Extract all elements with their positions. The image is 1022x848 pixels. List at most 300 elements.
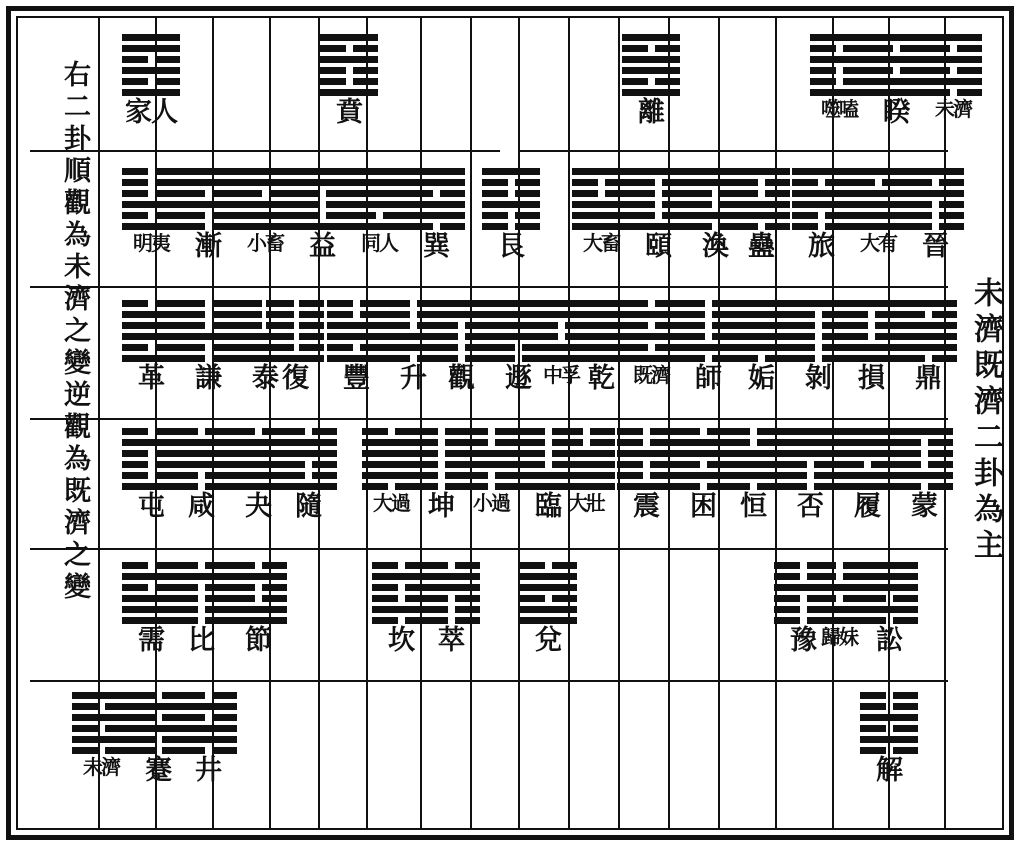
yang-line — [792, 190, 850, 197]
yin-line — [172, 483, 230, 490]
yang-line — [279, 483, 337, 490]
hexagram-name: 歸妹 — [821, 625, 857, 649]
yang-line — [860, 573, 918, 580]
yin-line — [860, 617, 918, 624]
hexagram-name: 蹇 — [145, 755, 171, 786]
row-rule — [30, 150, 500, 152]
yin-line — [860, 725, 918, 732]
hexagram-figure — [629, 168, 687, 230]
yang-line — [482, 201, 540, 208]
yin-line — [724, 439, 782, 446]
yin-line — [122, 300, 180, 307]
yin-line — [172, 606, 230, 613]
hexagram-figure — [229, 562, 287, 624]
yang-line — [557, 450, 615, 457]
yin-line — [422, 606, 480, 613]
yang-line — [792, 201, 850, 208]
hexagram-figure — [320, 34, 378, 96]
yang-line — [327, 322, 385, 329]
yang-line — [849, 190, 907, 197]
hexagram-name: 噬嗑 — [821, 97, 857, 121]
yin-line — [422, 562, 480, 569]
hexagram-name: 大有 — [860, 231, 896, 255]
yin-line — [482, 212, 540, 219]
hexagram-name: 震 — [633, 491, 659, 522]
hexagram-cell — [808, 34, 870, 119]
column-rule — [470, 18, 472, 830]
yin-line — [122, 344, 180, 351]
hexagram-name: 井 — [195, 755, 221, 786]
yin-line — [179, 692, 237, 699]
hexagram-figure — [172, 562, 230, 624]
hexagram-name: 益 — [309, 231, 335, 262]
yang-line — [407, 179, 465, 186]
hexagram-cell — [120, 34, 182, 126]
yin-line — [679, 355, 737, 362]
yin-line — [229, 584, 287, 591]
hexagram-figure — [724, 428, 782, 490]
hexagram-name: 觀 — [448, 363, 474, 394]
yang-line — [838, 428, 896, 435]
hexagram-name: 乾 — [588, 363, 614, 394]
yang-line — [293, 223, 351, 230]
hexagram-cell — [234, 168, 296, 253]
yin-line — [422, 595, 480, 602]
yin-line — [122, 190, 180, 197]
yin-line — [792, 212, 850, 219]
yin-line — [789, 322, 847, 329]
yin-line — [293, 212, 351, 219]
yin-line — [732, 355, 790, 362]
yang-line — [122, 223, 180, 230]
hexagram-cell — [318, 34, 380, 126]
hexagram-name: 損 — [858, 363, 884, 394]
yin-line — [724, 428, 782, 435]
yin-line — [179, 355, 237, 362]
yang-line — [842, 300, 900, 307]
yang-line — [179, 201, 237, 208]
hexagram-name: 蠱 — [748, 231, 774, 262]
hexagram-name: 未濟 — [935, 97, 971, 121]
yin-line — [860, 703, 918, 710]
hexagram-figure — [422, 562, 480, 624]
yang-line — [867, 89, 925, 96]
yang-line — [236, 179, 294, 186]
yang-line — [519, 573, 577, 580]
hexagram-name: 否 — [797, 491, 823, 522]
hexagram-cell — [858, 692, 920, 784]
yang-line — [867, 34, 925, 41]
yin-line — [732, 223, 790, 230]
yang-line — [860, 714, 918, 721]
hexagram-cell — [730, 300, 792, 392]
hexagram-name: 泰 — [252, 363, 278, 394]
hexagram-name: 剝 — [805, 363, 831, 394]
yin-line — [482, 190, 540, 197]
hexagram-figure — [622, 34, 680, 96]
yang-line — [236, 168, 294, 175]
yang-line — [422, 573, 480, 580]
column-rule — [668, 18, 670, 830]
hexagram-name: 困 — [690, 491, 716, 522]
yang-line — [172, 461, 230, 468]
hexagram-cell — [615, 428, 677, 520]
yang-line — [842, 344, 900, 351]
hexagram-figure — [810, 34, 868, 96]
hexagram-name: 蒙 — [911, 491, 937, 522]
yang-line — [279, 439, 337, 446]
hexagram-cell — [420, 562, 482, 654]
hexagram-name: 咸 — [188, 491, 214, 522]
hexagram-name: 升 — [400, 363, 426, 394]
yang-line — [849, 223, 907, 230]
yin-line — [462, 439, 520, 446]
hexagram-figure — [849, 168, 907, 230]
yin-line — [629, 212, 687, 219]
yang-line — [519, 584, 577, 591]
yin-line — [622, 300, 680, 307]
yin-line — [732, 190, 790, 197]
hexagram-name: 萃 — [438, 625, 464, 656]
yin-line — [617, 461, 675, 468]
yang-line — [122, 311, 180, 318]
yin-line — [622, 78, 680, 85]
yang-line — [320, 89, 378, 96]
hexagram-name: 坤 — [428, 491, 454, 522]
yin-line — [432, 333, 490, 340]
hexagram-name: 離 — [638, 97, 664, 128]
yang-line — [810, 89, 868, 96]
yang-line — [266, 355, 324, 362]
hexagram-name: 比 — [188, 625, 214, 656]
hexagram-cell — [570, 168, 632, 253]
yin-line — [172, 562, 230, 569]
yang-line — [229, 617, 287, 624]
hexagram-figure — [732, 168, 790, 230]
yang-line — [350, 179, 408, 186]
yang-line — [724, 450, 782, 457]
yang-line — [293, 168, 351, 175]
yang-line — [724, 472, 782, 479]
yin-line — [179, 714, 237, 721]
yin-line — [266, 311, 324, 318]
yin-line — [810, 78, 868, 85]
hexagram-name: 謙 — [195, 363, 221, 394]
yang-line — [622, 311, 680, 318]
yang-line — [838, 483, 896, 490]
yang-line — [172, 439, 230, 446]
yang-line — [810, 34, 868, 41]
yin-line — [122, 179, 180, 186]
yin-line — [350, 212, 408, 219]
hexagram-cell — [177, 692, 239, 784]
yin-line — [617, 428, 675, 435]
yin-line — [179, 344, 237, 351]
yin-line — [266, 322, 324, 329]
yang-line — [422, 584, 480, 591]
yang-line — [849, 168, 907, 175]
hexagram-cell — [620, 34, 682, 126]
yang-line — [432, 300, 490, 307]
yin-line — [293, 190, 351, 197]
yang-line — [320, 34, 378, 41]
yin-line — [781, 483, 839, 490]
yang-line — [179, 725, 237, 732]
hexagram-name: 未濟 — [83, 755, 119, 779]
hexagram-figure — [179, 168, 237, 230]
hexagram-name: 家人 — [125, 97, 177, 128]
yin-line — [789, 311, 847, 318]
yang-line — [732, 322, 790, 329]
hexagram-cell — [620, 300, 682, 385]
yin-line — [842, 322, 900, 329]
yin-line — [266, 333, 324, 340]
yin-line — [572, 190, 630, 197]
yang-line — [732, 168, 790, 175]
yang-line — [679, 344, 737, 351]
yang-line — [622, 67, 680, 74]
yin-line — [810, 45, 868, 52]
column-rule — [718, 18, 720, 830]
hexagram-name: 賁 — [336, 97, 362, 128]
yang-line — [622, 56, 680, 63]
yin-line — [842, 311, 900, 318]
yang-line — [122, 322, 180, 329]
yin-line — [679, 333, 737, 340]
hexagram-name: 夬 — [245, 491, 271, 522]
yin-line — [179, 190, 237, 197]
hexagram-figure — [236, 168, 294, 230]
yang-line — [732, 300, 790, 307]
yin-line — [179, 747, 237, 754]
yang-line — [557, 461, 615, 468]
row-rule — [30, 418, 948, 420]
hexagram-name: 豫 — [790, 625, 816, 656]
yin-line — [179, 300, 237, 307]
yang-line — [327, 355, 385, 362]
yang-line — [179, 168, 237, 175]
hexagram-figure — [279, 428, 337, 490]
yang-line — [617, 450, 675, 457]
hexagram-figure — [557, 428, 615, 490]
hexagram-name: 睽 — [883, 97, 909, 128]
yin-line — [266, 300, 324, 307]
column-rule — [568, 18, 570, 830]
hexagram-name: 屯 — [138, 491, 164, 522]
hexagram-figure — [432, 300, 490, 362]
yin-line — [407, 223, 465, 230]
yin-line — [789, 355, 847, 362]
hexagram-figure — [732, 300, 790, 362]
yin-line — [860, 747, 918, 754]
hexagram-name: 臨 — [535, 491, 561, 522]
hexagram-figure — [482, 168, 540, 230]
yang-line — [629, 168, 687, 175]
yin-line — [279, 461, 337, 468]
hexagram-name: 豐 — [343, 363, 369, 394]
row-rule — [518, 150, 948, 152]
hexagram-figure — [860, 692, 918, 754]
yang-line — [572, 201, 630, 208]
hexagram-figure — [293, 168, 351, 230]
hexagram-name: 姤 — [748, 363, 774, 394]
hexagram-name: 中孚 — [543, 363, 579, 387]
yang-line — [732, 201, 790, 208]
yang-line — [482, 168, 540, 175]
yang-line — [172, 573, 230, 580]
hexagram-cell — [836, 428, 898, 520]
yang-line — [229, 606, 287, 613]
yin-line — [172, 472, 230, 479]
hexagram-figure — [327, 300, 385, 362]
hexagram-figure — [179, 300, 237, 362]
hexagram-figure — [789, 300, 847, 362]
row-rule — [30, 680, 948, 682]
hexagram-cell — [858, 562, 920, 654]
hexagram-cell — [722, 428, 784, 520]
hexagram-name: 師 — [695, 363, 721, 394]
yin-line — [327, 300, 385, 307]
yang-line — [327, 333, 385, 340]
yin-line — [867, 45, 925, 52]
yin-line — [179, 212, 237, 219]
hexagram-figure — [122, 34, 180, 96]
yin-line — [679, 311, 737, 318]
yin-line — [422, 617, 480, 624]
hexagram-cell — [170, 428, 232, 520]
yang-line — [407, 201, 465, 208]
yin-line — [867, 67, 925, 74]
yin-line — [407, 190, 465, 197]
hexagram-cell — [779, 428, 841, 520]
hexagram-cell — [865, 34, 927, 126]
yin-line — [462, 428, 520, 435]
yang-line — [350, 223, 408, 230]
yang-line — [122, 201, 180, 208]
yin-line — [557, 428, 615, 435]
hexagram-name: 遯 — [505, 363, 531, 394]
yang-line — [236, 212, 294, 219]
hexagram-cell — [430, 300, 492, 392]
yang-line — [407, 168, 465, 175]
column-rule — [775, 18, 777, 830]
yin-line — [462, 483, 520, 490]
yin-line — [810, 67, 868, 74]
yin-line — [860, 595, 918, 602]
yin-line — [236, 190, 294, 197]
hexagram-cell — [730, 168, 792, 260]
yin-line — [172, 617, 230, 624]
yin-line — [732, 179, 790, 186]
hexagram-cell — [177, 168, 239, 260]
hexagram-name: 明夷 — [133, 231, 169, 255]
hexagram-name: 同人 — [361, 231, 397, 255]
yin-line — [432, 322, 490, 329]
yang-line — [179, 179, 237, 186]
yang-line — [838, 472, 896, 479]
yang-line — [867, 56, 925, 63]
yin-line — [629, 190, 687, 197]
yin-line — [781, 472, 839, 479]
yin-line — [789, 344, 847, 351]
hexagram-figure — [781, 428, 839, 490]
yin-line — [679, 300, 737, 307]
hexagram-figure — [617, 428, 675, 490]
yang-line — [810, 56, 868, 63]
yang-line — [122, 67, 180, 74]
yang-line — [781, 439, 839, 446]
column-rule — [269, 18, 271, 830]
yang-line — [350, 201, 408, 208]
hexagram-cell — [227, 562, 289, 654]
yin-line — [122, 78, 180, 85]
hexagram-figure — [122, 168, 180, 230]
yin-line — [320, 67, 378, 74]
yang-line — [622, 89, 680, 96]
hexagram-name: 頤 — [645, 231, 671, 262]
yin-line — [617, 439, 675, 446]
yang-line — [236, 201, 294, 208]
hexagram-name: 晉 — [922, 231, 948, 262]
hexagram-name: 漸 — [195, 231, 221, 262]
yin-line — [679, 322, 737, 329]
yang-line — [732, 333, 790, 340]
yin-line — [229, 595, 287, 602]
yin-line — [572, 179, 630, 186]
page-title: 未濟既濟二卦為主 — [968, 277, 1003, 565]
yin-line — [432, 344, 490, 351]
column-rule — [318, 18, 320, 830]
yang-line — [572, 212, 630, 219]
yin-line — [279, 428, 337, 435]
row-rule — [30, 548, 948, 550]
hexagram-figure — [179, 692, 237, 754]
yin-line — [838, 461, 896, 468]
yang-line — [557, 472, 615, 479]
yang-line — [320, 56, 378, 63]
hexagram-cell — [627, 168, 689, 260]
column-rule — [518, 18, 520, 830]
yang-line — [572, 223, 630, 230]
hexagram-cell — [177, 300, 239, 392]
yin-line — [327, 344, 385, 351]
yin-line — [557, 439, 615, 446]
hexagram-cell — [170, 562, 232, 654]
hexagram-figure — [462, 428, 520, 490]
hexagram-name: 隨 — [295, 491, 321, 522]
yang-line — [122, 333, 180, 340]
yang-line — [629, 223, 687, 230]
yang-line — [350, 190, 408, 197]
yin-line — [860, 692, 918, 699]
yin-line — [327, 311, 385, 318]
hexagram-cell — [405, 168, 467, 260]
hexagram-cell — [291, 168, 353, 260]
yin-line — [122, 168, 180, 175]
yin-line — [320, 45, 378, 52]
yin-line — [781, 461, 839, 468]
colophon-text: 右二卦順觀為未濟之變逆觀為既濟之變 — [59, 60, 90, 604]
hexagram-figure — [122, 300, 180, 362]
yang-line — [236, 223, 294, 230]
yang-line — [572, 168, 630, 175]
yang-line — [622, 333, 680, 340]
yang-line — [519, 617, 577, 624]
yang-line — [842, 355, 900, 362]
yang-line — [860, 584, 918, 591]
yang-line — [849, 212, 907, 219]
yang-line — [860, 606, 918, 613]
